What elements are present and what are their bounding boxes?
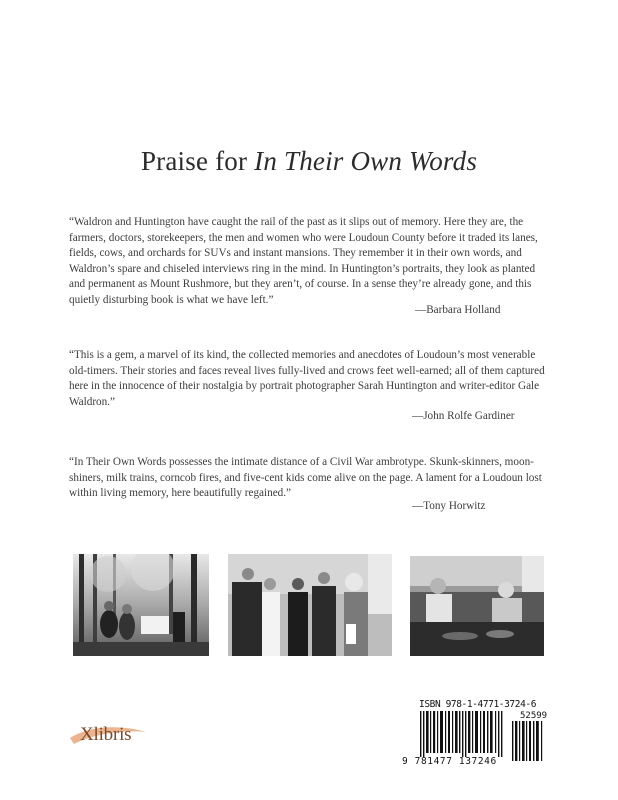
page-title [0,146,618,177]
photo-woods [73,554,209,656]
quote-1: “Waldron and Huntington have caught the rail of the past as it slips out of memory. Here they are, the farmers, doctors, storekeepers, the men and women who were Loudoun County before it traded its lanes, fields, cows, and orchards for SUVs and instant mansions. They remember it in their own words, and Waldron’s spare and chiseled interviews ring in the mind. In Huntington’s portraits, they look as planted and permanent as Mount Rushmore, but they aren’t, of course. In a sense they’re already gone, and this quietly disturbing book is what we have left.” [69,216,538,306]
quote-2: “This is a gem, a marvel of its kind, the collected memories and anecdotes of Loudoun’s most venerable old-timers. Their stories and faces reveal lives fully-lived and crows feet well-earned; all of them captured here in the innocence of their nostalgia by portrait photographer Sarah Huntington and writer-editor Gale Waldron.” [69,349,545,408]
photo-sofa [410,556,544,656]
photo-woods-image [73,554,209,656]
ean-digits: 9 781477 137246 [402,756,497,767]
photo-group-image [228,554,392,656]
quote-1-attribution: —Barbara Holland [415,304,501,316]
photo-group [228,554,392,656]
publisher-logo: Xlibris [80,724,132,745]
price-code: 52599 [520,711,548,721]
isbn-label: ISBN 978-1-4771-3724-6 [419,699,537,710]
photo-sofa-image [410,556,544,656]
book-title: In Their Own Words [254,146,478,176]
title-prefix: Praise for [140,146,255,176]
quote-3: “In Their Own Words possesses the intimate distance of a Civil War ambrotype. Skunk-skinners, moon-shiners, milk trains, corncob fires, and five-cent kids come alive on the page. A lament for a Loudoun lost within living memory, here beautifully regained.” [69,456,542,500]
quote-3-attribution: —Tony Horwitz [412,500,486,512]
quote-2-attribution: —John Rolfe Gardiner [412,410,515,422]
